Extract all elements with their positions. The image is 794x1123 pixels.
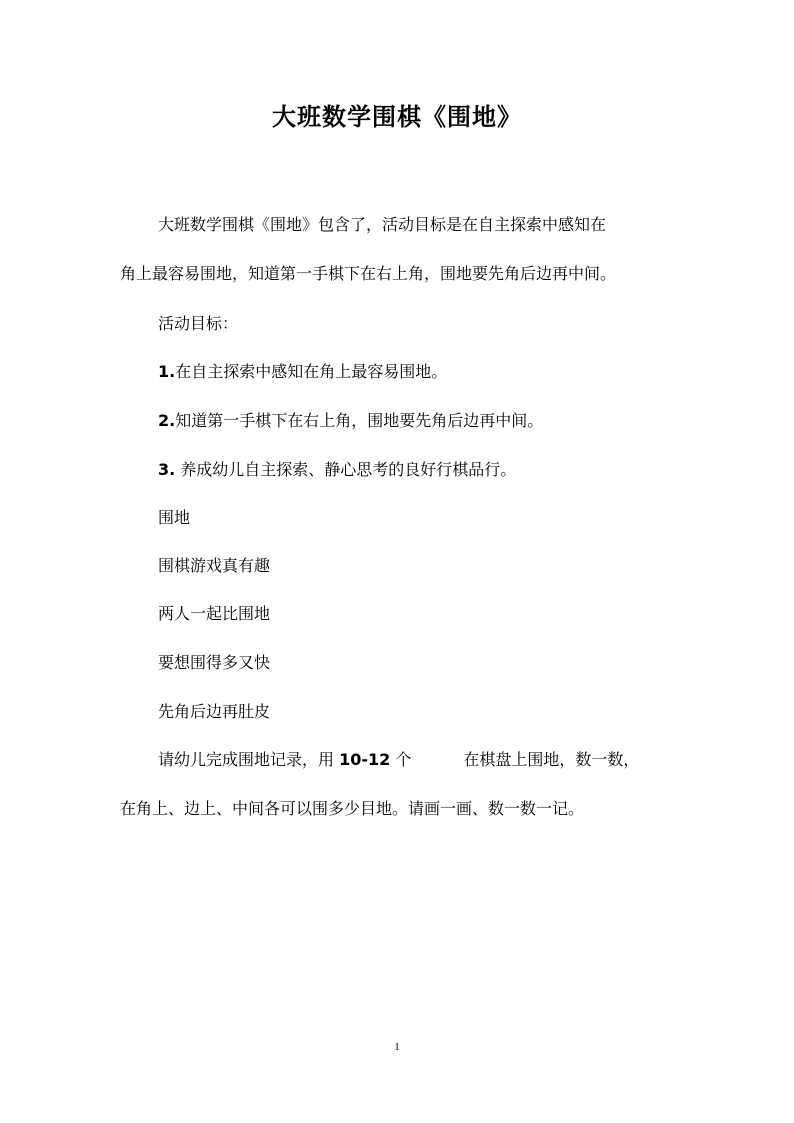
task-text: 在棋盘上围地，数一数， bbox=[463, 750, 640, 769]
rhyme-line: 两人一起比围地 bbox=[158, 604, 271, 623]
page-number: 1 bbox=[394, 1041, 400, 1053]
rhyme-line: 围棋游戏真有趣 bbox=[158, 556, 271, 575]
objective-number: 3. bbox=[158, 460, 176, 479]
rhyme-line: 先角后边再肚皮 bbox=[158, 702, 271, 721]
objective-text: 知道第一手棋下在右上角，围地要先角后边再中间。 bbox=[175, 411, 544, 430]
intro-paragraph-line-1: 大班数学围棋《围地》包含了，活动目标是在自主探索中感知在 bbox=[158, 215, 607, 234]
task-stone-count: 10-12 bbox=[339, 750, 391, 769]
intro-paragraph-line-2: 角上最容易围地，知道第一手棋下在右上角，围地要先角后边再中间。 bbox=[120, 264, 617, 283]
task-text: 个 bbox=[390, 750, 412, 769]
objective-text: 在自主探索中感知在角上最容易围地。 bbox=[175, 362, 448, 381]
objective-number: 2. bbox=[158, 411, 176, 430]
rhyme-line: 要想围得多又快 bbox=[158, 653, 271, 672]
task-paragraph-line-2: 在角上、边上、中间各可以围多少目地。请画一画、数一数一记。 bbox=[120, 799, 585, 818]
rhyme-title: 围地 bbox=[158, 508, 191, 527]
objective-item-1 bbox=[158, 362, 447, 382]
objective-item-3 bbox=[158, 460, 516, 480]
objective-item-2 bbox=[158, 411, 543, 431]
objective-number: 1. bbox=[158, 362, 176, 381]
objectives-heading: 活动目标： bbox=[158, 314, 239, 333]
document-title: 大班数学围棋《围地》 bbox=[272, 102, 522, 131]
task-paragraph-line-1 bbox=[158, 750, 639, 770]
task-text: 请幼儿完成围地记录，用 bbox=[158, 750, 340, 769]
objective-text: 养成幼儿自主探索、静心思考的良好行棋品行。 bbox=[175, 460, 517, 479]
